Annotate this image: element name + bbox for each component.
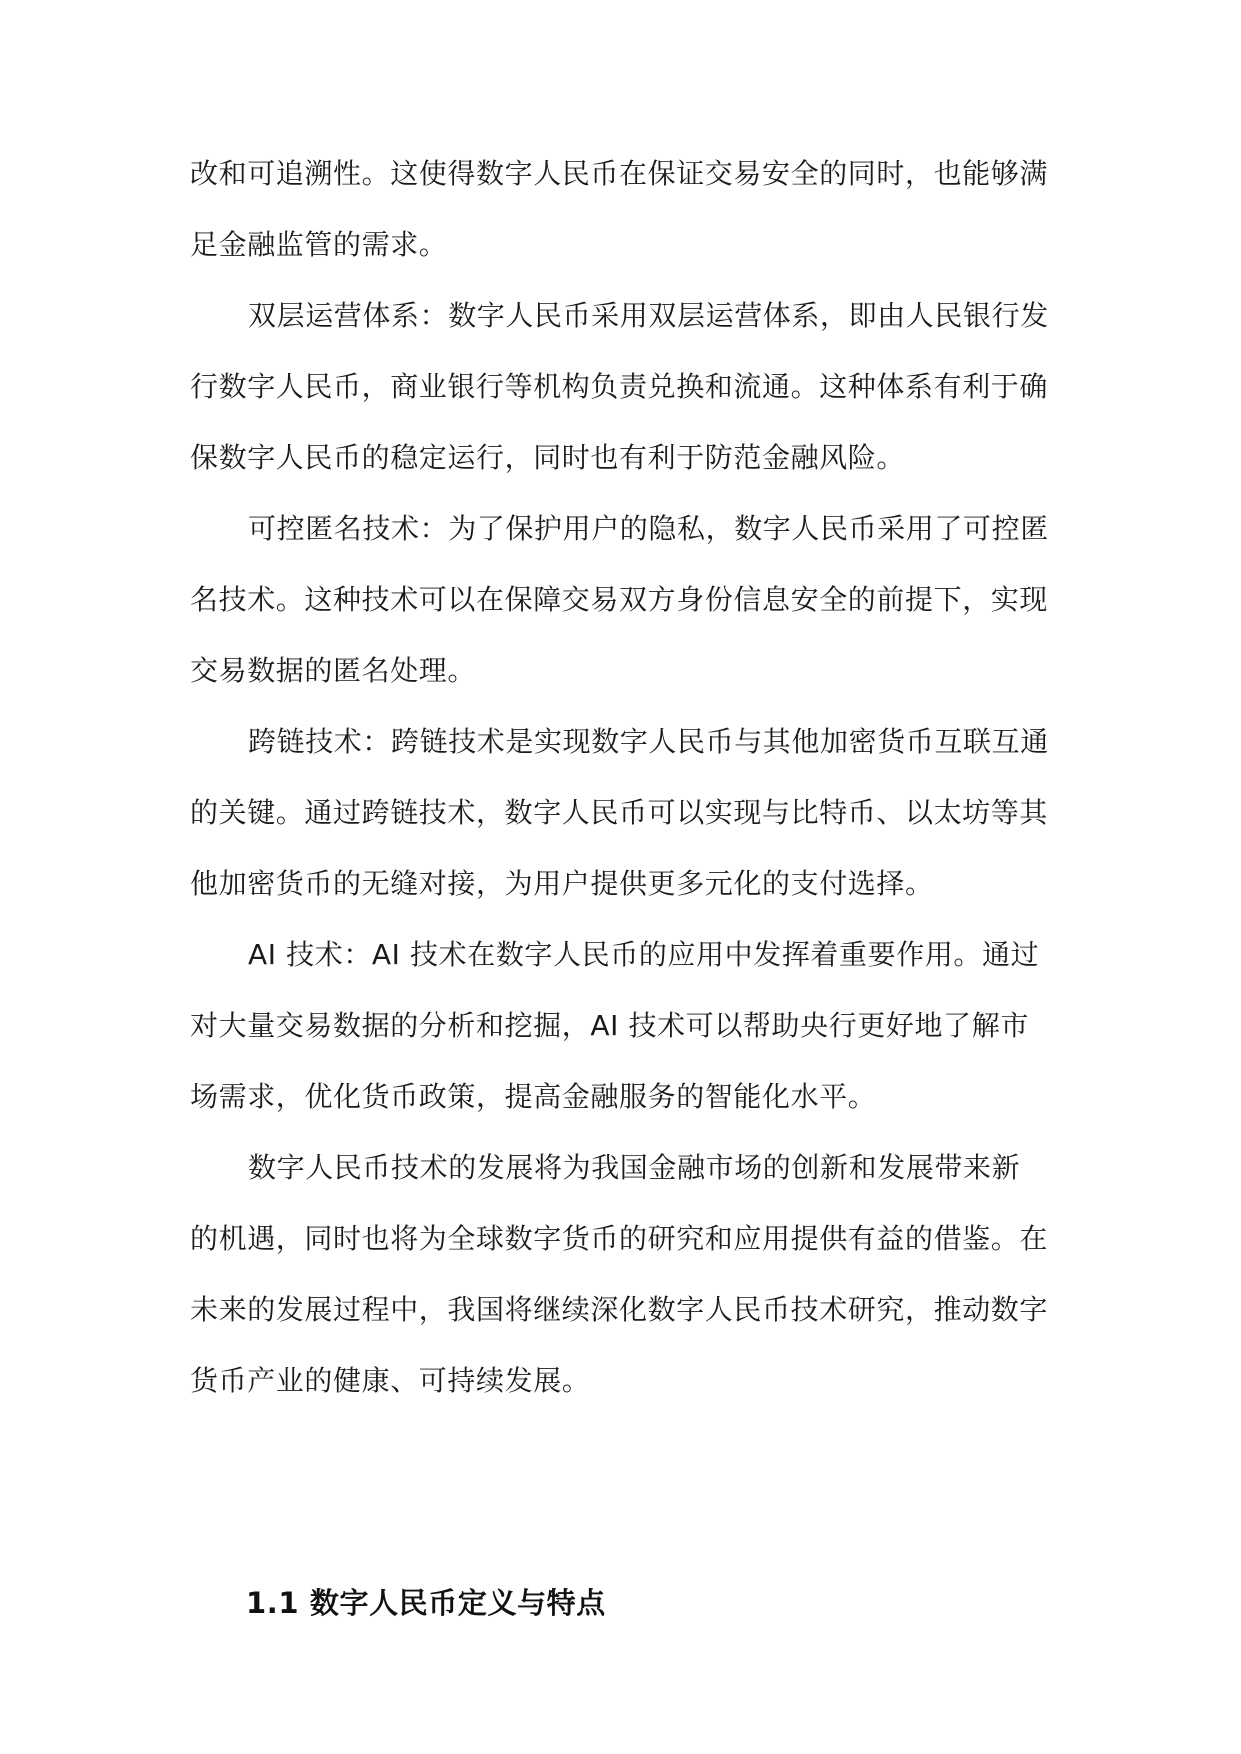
text-line: 名技术。这种技术可以在保障交易双方身份信息安全的前提下，实现: [190, 583, 1049, 616]
text-line: 他加密货币的无缝对接，为用户提供更多元化的支付选择。: [190, 867, 934, 900]
text-line: 改和可追溯性。这使得数字人民币在保证交易安全的同时，也能够满: [190, 157, 1049, 190]
paragraph-start-line: 跨链技术：跨链技术是实现数字人民币与其他加密货币互联互通: [248, 725, 1049, 758]
text-line: 对大量交易数据的分析和挖掘，AI 技术可以帮助央行更好地了解市: [190, 1009, 1029, 1042]
text-line: 行数字人民币，商业银行等机构负责兑换和流通。这种体系有利于确: [190, 370, 1049, 403]
text-line: 的关键。通过跨链技术，数字人民币可以实现与比特币、以太坊等其: [190, 796, 1049, 829]
section-heading: 1.1 数字人民币定义与特点: [246, 1586, 606, 1620]
paragraph-start-line: AI 技术：AI 技术在数字人民币的应用中发挥着重要作用。通过: [248, 938, 1040, 971]
paragraph-start-line: 可控匿名技术：为了保护用户的隐私，数字人民币采用了可控匿: [248, 512, 1049, 545]
text-line: 保数字人民币的稳定运行，同时也有利于防范金融风险。: [190, 441, 906, 474]
text-line: 足金融监管的需求。: [190, 228, 448, 261]
text-line: 的机遇，同时也将为全球数字货币的研究和应用提供有益的借鉴。在: [190, 1222, 1049, 1255]
text-line: 场需求，优化货币政策，提高金融服务的智能化水平。: [190, 1080, 877, 1113]
text-line: 货币产业的健康、可持续发展。: [190, 1364, 591, 1397]
paragraph-start-line: 数字人民币技术的发展将为我国金融市场的创新和发展带来新: [248, 1151, 1021, 1184]
paragraph-start-line: 双层运营体系：数字人民币采用双层运营体系，即由人民银行发: [248, 299, 1049, 332]
text-line: 未来的发展过程中，我国将继续深化数字人民币技术研究，推动数字: [190, 1293, 1049, 1326]
body-text: [190, 138, 1060, 1416]
text-line: 交易数据的匿名处理。: [190, 654, 477, 687]
